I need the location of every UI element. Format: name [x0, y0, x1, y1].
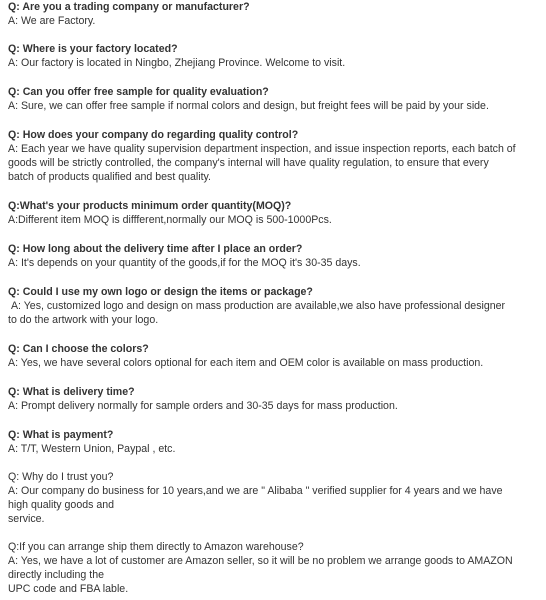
- faq-item: [8, 242, 516, 270]
- faq-answer: A: Each year we have quality supervision department inspection, and issue inspection reports, each batch of goods will be strictly controlled, the company's internal will have quality regulation, to ensure that every batch of products qualified and best quality.: [8, 143, 519, 183]
- faq-question: Q: Why do I trust you?: [8, 471, 114, 483]
- faq-item: [8, 0, 516, 28]
- faq-item: [8, 42, 516, 70]
- faq-answer: A: It's depends on your quantity of the goods,if for the MOQ it's 30-35 days.: [8, 257, 361, 269]
- faq-answer: A: Yes, we have a lot of customer are Amazon seller, so it will be no problem we arrange goods to AMAZON directly including the UPC code and FBA lable.: [8, 555, 513, 595]
- faq-question: Q: Can you offer free sample for quality evaluation?: [8, 86, 269, 98]
- faq-answer: A: Yes, we have several colors optional for each item and OEM color is available on mass production.: [8, 357, 484, 369]
- faq-question: Q: How long about the delivery time after I place an order?: [8, 243, 303, 255]
- faq-question: Q:If you can arrange ship them directly to Amazon warehouse?: [8, 541, 304, 553]
- faq-answer: A: Our factory is located in Ningbo, Zhejiang Province. Welcome to visit.: [8, 57, 346, 69]
- faq-question: Q: Can I choose the colors?: [8, 343, 149, 355]
- faq-question: Q: How does your company do regarding quality control?: [8, 129, 299, 141]
- faq-item: [8, 540, 516, 596]
- faq-answer: A: Prompt delivery normally for sample orders and 30-35 days for mass production.: [8, 400, 398, 412]
- faq-question: Q: Could I use my own logo or design the items or package?: [8, 286, 313, 298]
- faq-question: Q: What is delivery time?: [8, 386, 135, 398]
- faq-item: [8, 470, 516, 526]
- faq-answer: A: Our company do business for 10 years,and we are " Alibaba " verified supplier for 4 years and we have high quality goods and service.: [8, 485, 503, 525]
- faq-item: [8, 128, 519, 184]
- faq-item: [8, 428, 516, 456]
- faq-answer: A: We are Factory.: [8, 15, 96, 27]
- faq-item: [8, 85, 516, 113]
- faq-item: [8, 342, 516, 370]
- faq-answer: A: T/T, Western Union, Paypal , etc.: [8, 443, 176, 455]
- faq-answer: A:Different item MOQ is diffferent,normally our MOQ is 500-1000Pcs.: [8, 214, 332, 226]
- faq-question: Q:What's your products minimum order quantity(MOQ)?: [8, 200, 292, 212]
- faq-answer: A: Sure, we can offer free sample if normal colors and design, but freight fees will be paid by your side.: [8, 100, 489, 112]
- faq-question: Q: What is payment?: [8, 429, 114, 441]
- faq-item: [8, 199, 516, 227]
- faq-item: [8, 385, 516, 413]
- faq-question: Q: Are you a trading company or manufacturer?: [8, 1, 250, 13]
- faq-answer: A: Yes, customized logo and design on mass production are available,we also have professional designer to do the artwork with your logo.: [8, 300, 508, 326]
- faq-question: Q: Where is your factory located?: [8, 43, 178, 55]
- faq-item: [8, 285, 516, 327]
